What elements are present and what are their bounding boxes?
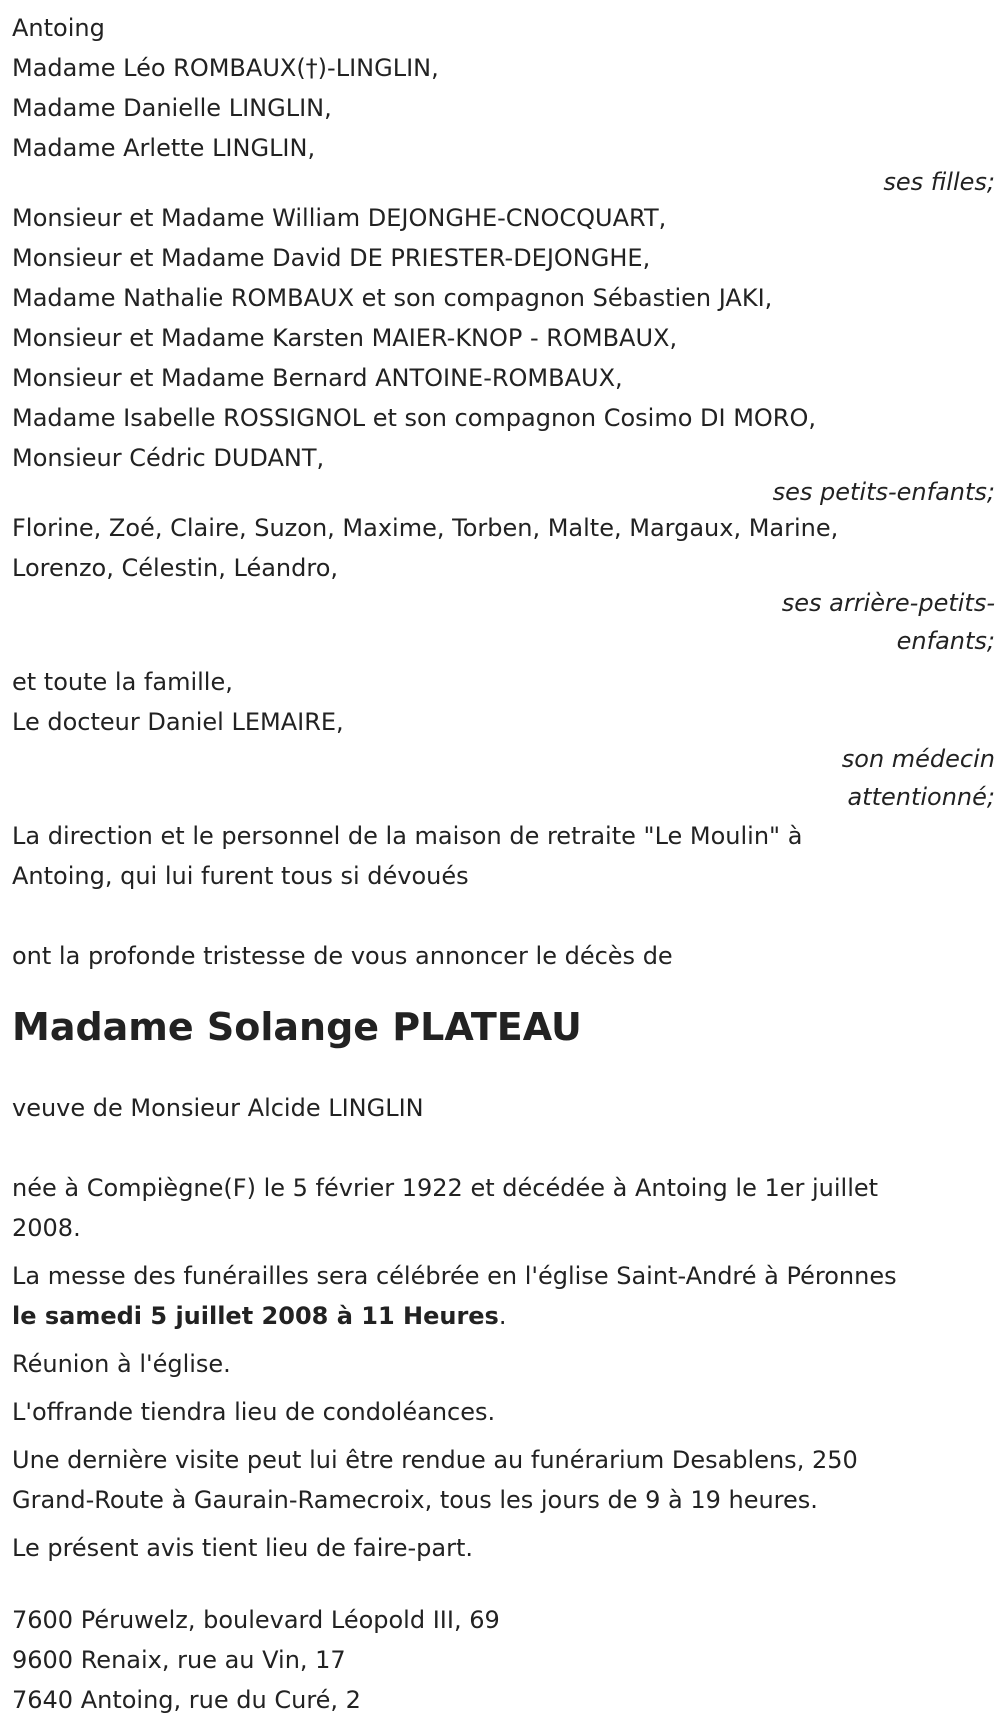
birth-death-line: 2008.: [12, 1214, 81, 1242]
doctor-role: son médecin: [841, 745, 995, 773]
spacer: [12, 1128, 995, 1168]
mass-date-line: [12, 1296, 995, 1336]
doctor-role: attentionné;: [847, 783, 995, 811]
family-line: Le docteur Daniel LEMAIRE,: [12, 708, 344, 736]
mass-line: La messe des funérailles sera célébrée en l'église Saint-André à Péronnes: [12, 1262, 897, 1290]
meeting-line: Réunion à l'église.: [12, 1350, 231, 1378]
daughters-role: ses filles;: [883, 168, 995, 196]
grandchild-line: Monsieur et Madame Bernard ANTOINE-ROMBAUX,: [12, 364, 623, 392]
great-grandchildren-role: enfants;: [896, 627, 995, 655]
offering-line: L'offrande tiendra lieu de condoléances.: [12, 1398, 496, 1426]
address-line: 7640 Antoing, rue du Curé, 2: [12, 1686, 361, 1714]
daughter-line: Madame Arlette LINGLIN,: [12, 134, 316, 162]
great-grandchildren-list: [12, 508, 995, 588]
address-line: 7600 Péruwelz, boulevard Léopold III, 69: [12, 1606, 500, 1634]
widow-of-text: veuve de Monsieur Alcide LINGLIN: [12, 1094, 424, 1122]
grandchild-line: Monsieur et Madame David DE PRIESTER-DEJONGHE,: [12, 244, 651, 272]
spacer: [12, 896, 995, 936]
notice-line: Le présent avis tient lieu de faire-part.: [12, 1534, 474, 1562]
great-grandchild-line: Lorenzo, Célestin, Léandro,: [12, 554, 339, 582]
grandchild-line: Madame Isabelle ROSSIGNOL et son compagnon Cosimo DI MORO,: [12, 404, 816, 432]
visit-text: [12, 1440, 995, 1520]
intro-place: Antoing: [12, 14, 105, 42]
care-home-line: Antoing, qui lui furent tous si dévoués: [12, 862, 469, 890]
meeting-text: [12, 1344, 995, 1384]
address-line: 9600 Renaix, rue au Vin, 17: [12, 1646, 346, 1674]
announcement-text: ont la profonde tristesse de vous annoncer le décès de: [12, 942, 673, 970]
spacer: [12, 1576, 995, 1600]
grandchild-line: Monsieur et Madame William DEJONGHE-CNOCQUART,: [12, 204, 667, 232]
notice-text: [12, 1528, 995, 1568]
daughter-line: Madame Léo ROMBAUX(†)-LINGLIN,: [12, 54, 439, 82]
deceased-name: Madame Solange PLATEAU: [12, 1005, 582, 1049]
mass-date-suffix: .: [498, 1302, 507, 1330]
family-line: et toute la famille,: [12, 668, 233, 696]
grandchild-line: Monsieur et Madame Karsten MAIER-KNOP - ROMBAUX,: [12, 324, 678, 352]
visit-line: Une dernière visite peut lui être rendue au funérarium Desablens, 250: [12, 1446, 858, 1474]
mass-text: [12, 1256, 995, 1336]
grandchild-line: Monsieur Cédric DUDANT,: [12, 444, 325, 472]
visit-line: Grand-Route à Gaurain-Ramecroix, tous les jours de 9 à 19 heures.: [12, 1486, 818, 1514]
birth-death-line: née à Compiègne(F) le 5 février 1922 et décédée à Antoing le 1er juillet: [12, 1174, 879, 1202]
great-grandchild-line: Florine, Zoé, Claire, Suzon, Maxime, Torben, Malte, Margaux, Marine,: [12, 514, 839, 542]
mass-date: le samedi 5 juillet 2008 à 11 Heures: [12, 1302, 499, 1330]
great-grandchildren-role: ses arrière-petits-: [781, 589, 995, 617]
grandchild-line: Madame Nathalie ROMBAUX et son compagnon Sébastien JAKI,: [12, 284, 773, 312]
grandchildren-role: ses petits-enfants;: [772, 478, 995, 506]
addresses-list: [12, 1600, 995, 1720]
family-lines: [12, 662, 995, 742]
birth-death-text: [12, 1168, 995, 1248]
obituary-content: [12, 8, 995, 1720]
offering-text: [12, 1392, 995, 1432]
care-home-block: [12, 816, 995, 896]
daughters-list: [12, 48, 995, 168]
care-home-line: La direction et le personnel de la maison de retraite "Le Moulin" à: [12, 822, 803, 850]
daughter-line: Madame Danielle LINGLIN,: [12, 94, 332, 122]
grandchildren-list: [12, 198, 995, 478]
